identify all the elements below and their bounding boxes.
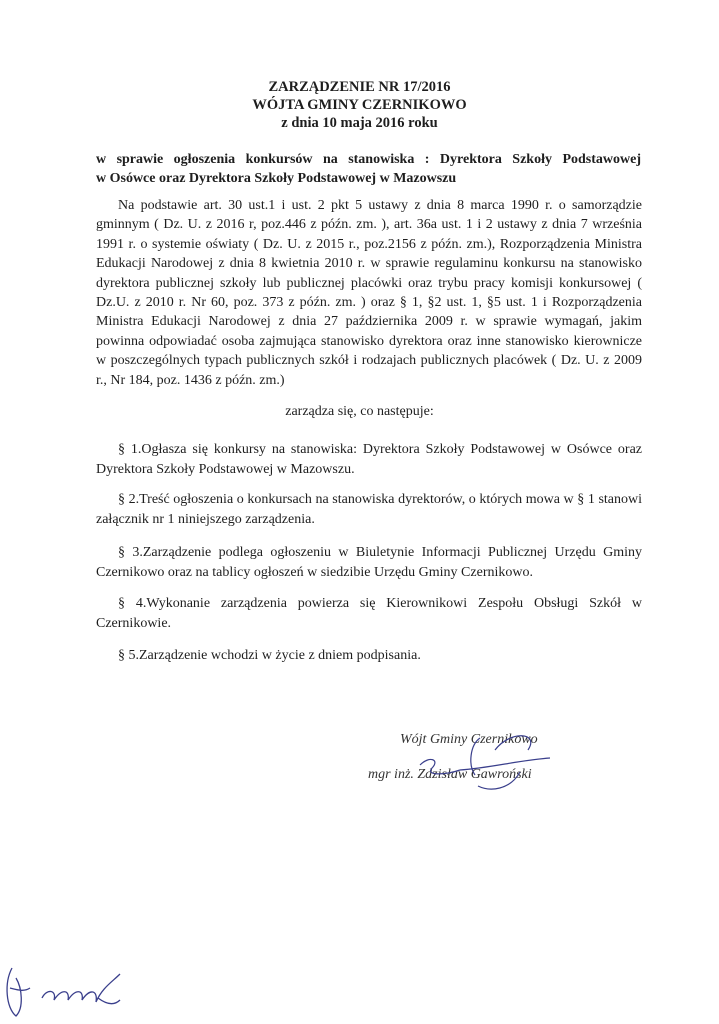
signature-name: mgr inż. Zdzisław Gawroński: [368, 767, 532, 782]
document-header: [0, 78, 719, 132]
paragraph-3: § 3.Zarządzenie podlega ogłoszeniu w Biuletynie Informacji Publicznej Urzędu Gminy Czernikowo oraz na tablicy ogłoszeń w siedzibie Urzędu Gminy Czernikowo.: [96, 545, 642, 580]
subject-line-1: w sprawie ogłoszenia konkursów na stanowiska : Dyrektora Szkoły Podstawowej: [96, 152, 641, 167]
paragraph-5: § 5.Zarządzenie wchodzi w życie z dniem podpisania.: [118, 648, 421, 663]
signature-title: Wójt Gminy Czernikowo: [400, 732, 538, 747]
paragraph-1: § 1.Ogłasza się konkursy na stanowiska: Dyrektora Szkoły Podstawowej w Osówce oraz Dyrektora Szkoły Podstawowej w Mazowszu.: [96, 442, 642, 477]
decree-subject: [96, 150, 641, 188]
initials-signature-icon: [2, 958, 132, 1022]
paragraph-4: § 4.Wykonanie zarządzenia powierza się Kierownikowi Zespołu Obsługi Szkół w Czernikowie.: [96, 596, 642, 631]
paragraph-2: § 2.Treść ogłoszenia o konkursach na stanowiska dyrektorów, o których mowa w § 1 stanowi załącznik nr 1 niniejszego zarządzenia.: [96, 492, 642, 527]
decree-number: ZARZĄDZENIE NR 17/2016: [268, 79, 451, 95]
decree-intro: zarządza się, co następuje:: [285, 404, 434, 419]
issuer: WÓJTA GMINY CZERNIKOWO: [252, 97, 467, 113]
subject-line-2: w Osówce oraz Dyrektora Szkoły Podstawowej w Mazowszu: [96, 171, 457, 186]
decree-date: z dnia 10 maja 2016 roku: [281, 115, 438, 131]
handwritten-signature-icon: [400, 720, 570, 800]
legal-basis: Na podstawie art. 30 ust.1 i ust. 2 pkt 5 ustawy z dnia 8 marca 1990 r. o samorządzie gminnym ( Dz. U. z 2016 r, poz.446 z późn. zm. ), art. 36a ust. 1 i 2 ustawy z dnia 7 września 1991 r. o systemie oświaty ( Dz. U. z 2015 r., poz.2156 z późn. zm.), Rozporządzenia Ministra Edukacji Narodowej z dnia 8 kwietnia 2010 r. w sprawie regulaminu konkursu na stanowisko dyrektora publicznej szkoły lub publicznej placówki oraz trybu pracy komisji konkursowej ( Dz.U. z 2010 r. Nr 60, poz. 373 z późn. zm. ) oraz § 1, §2 ust. 1, §5 ust. 1 i Rozporządzenia Ministra Edukacji Narodowej z dnia 27 października 2009 r. w sprawie wymagań, jakim powinna odpowiadać osoba zajmująca stanowisko dyrektora oraz inne stanowisko kierownicze w poszczególnych typach publicznych szkół i rodzajach publicznych placówek ( Dz. U. z 2009 r., Nr 184, poz. 1436 z późn. zm.): [96, 198, 642, 388]
